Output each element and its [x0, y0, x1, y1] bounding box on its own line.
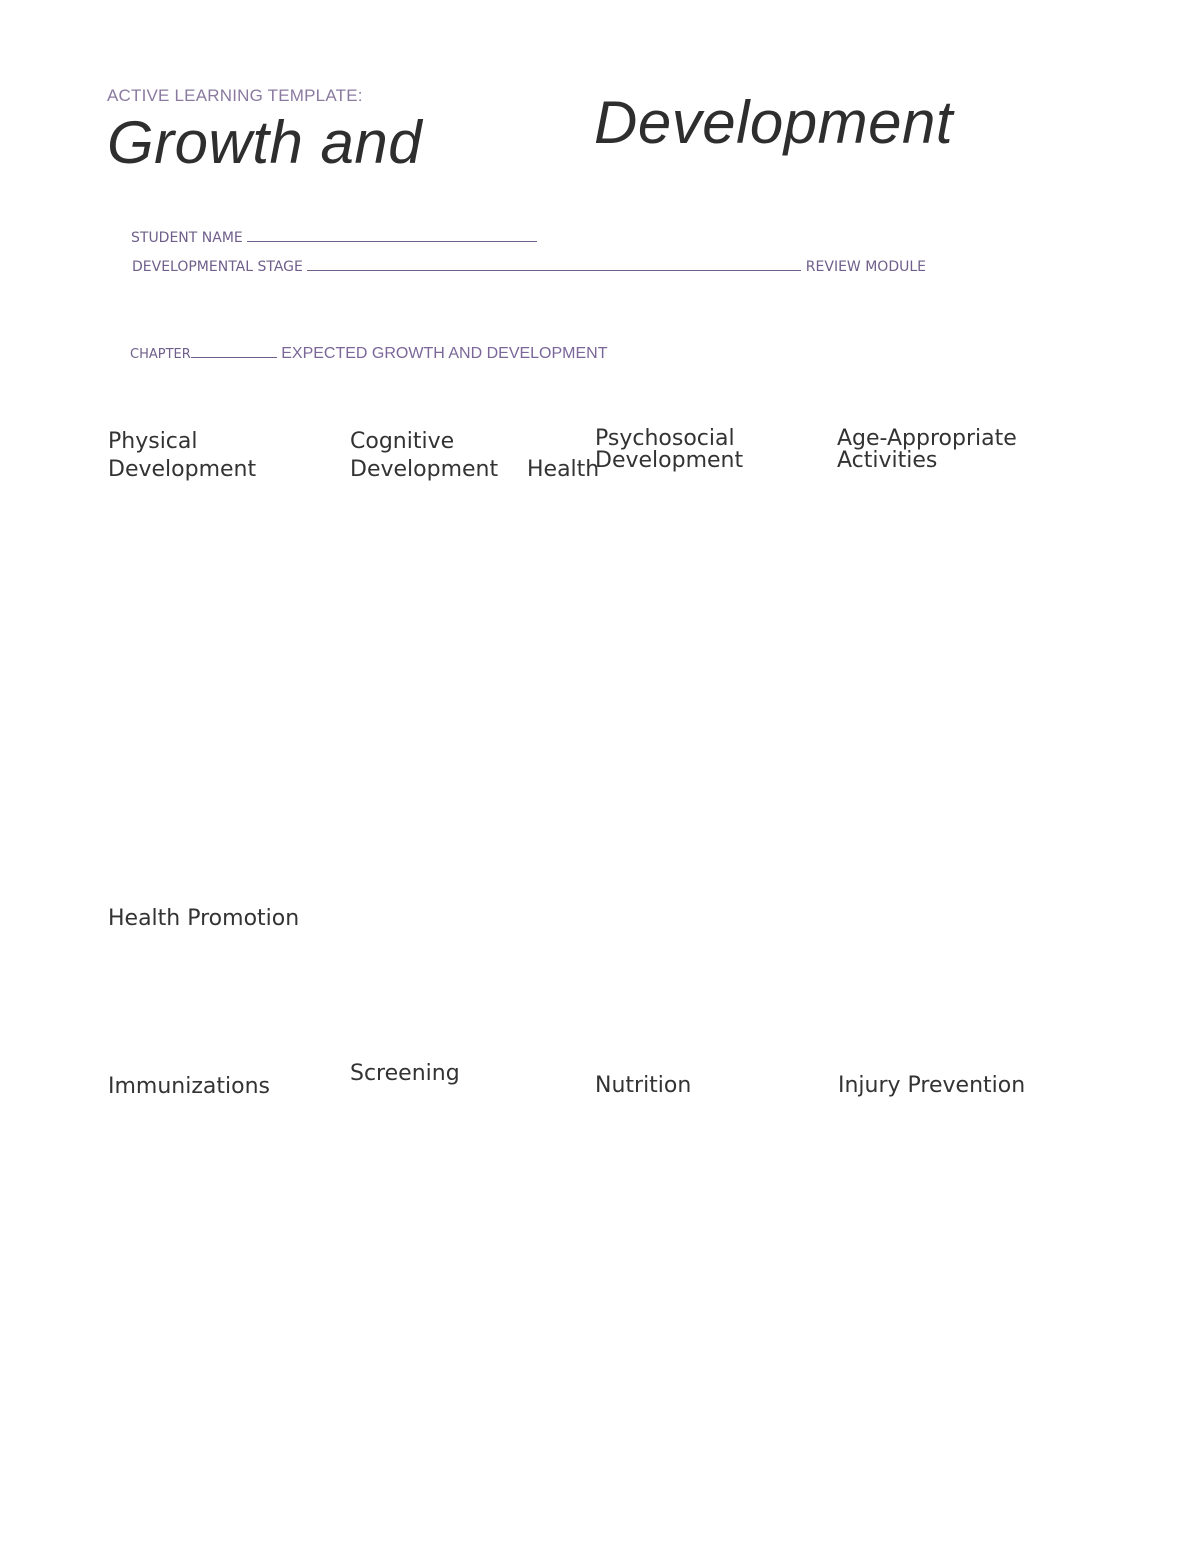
- psychosocial-development-heading: Psychosocial Development: [595, 426, 744, 473]
- template-label: ACTIVE LEARNING TEMPLATE:: [107, 86, 363, 105]
- review-module-label: REVIEW MODULE: [805, 259, 926, 275]
- chapter-title: EXPECTED GROWTH AND DEVELOPMENT: [281, 345, 608, 362]
- physical-development-heading: Physical Development: [108, 429, 257, 482]
- student-name-label: STUDENT NAME: [131, 230, 243, 246]
- page-title-part-1: Growth and: [107, 109, 423, 176]
- screening-heading: Screening: [350, 1061, 460, 1086]
- developmental-stage-field[interactable]: [307, 256, 801, 271]
- injury-prevention-heading: Injury Prevention: [838, 1073, 1026, 1098]
- cognitive-development-heading: Cognitive Development: [350, 429, 499, 482]
- student-name-field[interactable]: [247, 227, 537, 242]
- chapter-row: [130, 343, 608, 363]
- nutrition-heading: Nutrition: [595, 1073, 692, 1098]
- developmental-stage-label: DEVELOPMENTAL STAGE: [132, 259, 303, 275]
- page-title-part-2: Development: [594, 89, 954, 156]
- chapter-label: CHAPTER: [130, 347, 191, 362]
- immunizations-heading: Immunizations: [108, 1074, 270, 1099]
- student-name-row: [131, 227, 537, 246]
- chapter-number-field[interactable]: [191, 343, 277, 358]
- developmental-stage-row: [132, 256, 926, 275]
- health-overlap-label: Health: [527, 457, 600, 482]
- age-appropriate-activities-heading: Age-Appropriate Activities: [837, 426, 1017, 473]
- health-promotion-heading: Health Promotion: [108, 906, 300, 931]
